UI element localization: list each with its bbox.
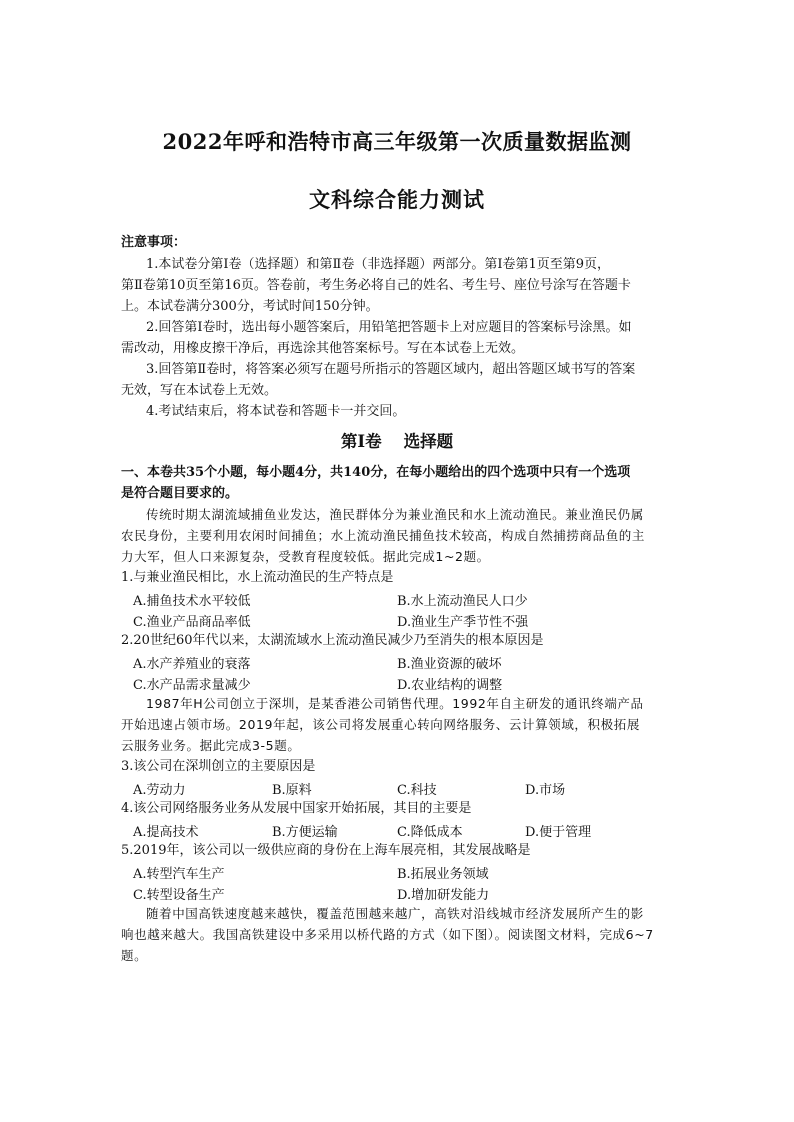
passage-line: 响也越来越大。我国高铁建设中多采用以桥代路的方式（如下图）。阅读图文材料，完成6~7 [121, 927, 654, 942]
notice-line: 无效，写在本试卷上无效。 [121, 383, 278, 398]
notice-line: 2.回答第Ⅰ卷时，选出每小题答案后，用铅笔把答题卡上对应题目的答案标号涂黑。如 [146, 320, 632, 335]
option-d: D.市场 [525, 783, 566, 798]
question-stem: 4.该公司网络服务业务从发展中国家开始拓展，其目的主要是 [121, 801, 472, 816]
option-c: C.降低成本 [397, 825, 463, 840]
notice-line: 第Ⅱ卷第10页至第16页。答卷前，考生务必将自己的姓名、考生号、座位号涂写在答题卡 [121, 278, 631, 293]
option-b: B.渔业资源的破坏 [397, 657, 502, 672]
instruction-line: 一、本卷共35个小题，每小题4分，共140分，在每小题给出的四个选项中只有一个选项 [121, 465, 631, 480]
option-d: D.渔业生产季节性不强 [397, 615, 529, 630]
option-b: B.拓展业务领域 [397, 867, 489, 882]
notice-line: 上。本试卷满分300分，考试时间150分钟。 [121, 299, 379, 314]
option-c: C.渔业产品商品率低 [133, 615, 251, 630]
option-c: C.科技 [397, 783, 437, 798]
option-b: B.原料 [272, 783, 312, 798]
notice-line: 1.本试卷分第Ⅰ卷（选择题）和第Ⅱ卷（非选择题）两部分。第Ⅰ卷第1页至第9页， [146, 257, 611, 272]
notice-heading: 注意事项： [121, 235, 187, 250]
notice-line: 4.考试结束后，将本试卷和答题卡一并交回。 [146, 404, 406, 419]
passage-line: 开始迅速占领市场。2019年起，该公司将发展重心转向网络服务、云计算领域，积极拓展 [121, 717, 640, 732]
option-a: A.转型汽车生产 [133, 867, 225, 882]
passage-line: 题。 [121, 948, 148, 963]
option-b: B.水上流动渔民人口少 [397, 594, 528, 609]
option-b: B.方便运输 [272, 825, 338, 840]
option-d: D.便于管理 [525, 825, 592, 840]
exam-subtitle: 文科综合能力测试 [309, 187, 485, 212]
passage-line: 传统时期太湖流域捕鱼业发达，渔民群体分为兼业渔民和水上流动渔民。兼业渔民仍属 [146, 507, 644, 522]
question-stem: 1.与兼业渔民相比，水上流动渔民的生产特点是 [121, 570, 394, 585]
instruction-line: 是符合题目要求的。 [121, 486, 239, 501]
passage-line: 随着中国高铁速度越来越快，覆盖范围越来越广，高铁对沿线城市经济发展所产生的影 [146, 906, 644, 921]
section-name: 选择题 [403, 432, 454, 451]
question-stem: 3.该公司在深圳创立的主要原因是 [121, 759, 316, 774]
option-a: A.劳动力 [133, 783, 186, 798]
question-stem: 5.2019年，该公司以一级供应商的身份在上海车展亮相，其发展战略是 [121, 843, 531, 858]
section-part: 第Ⅰ卷 [340, 432, 382, 451]
option-a: A.捕鱼技术水平较低 [133, 594, 251, 609]
passage-line: 1987年H公司创立于深圳，是某香港公司销售代理。1992年自主研发的通讯终端产品 [146, 696, 644, 711]
option-d: D.农业结构的调整 [397, 678, 503, 693]
notice-line: 需改动，用橡皮擦干净后，再选涂其他答案标号。写在本试卷上无效。 [121, 341, 525, 356]
option-a: A.水产养殖业的衰落 [133, 657, 251, 672]
passage-line: 力大军，但人口来源复杂，受教育程度较低。据此完成1~2题。 [121, 549, 490, 564]
notice-line: 3.回答第Ⅱ卷时，将答案必须写在题号所指示的答题区域内，超出答题区域书写的答案 [146, 362, 636, 377]
option-c: C.转型设备生产 [133, 888, 225, 903]
option-c: C.水产品需求量减少 [133, 678, 251, 693]
passage-line: 农民身份，主要利用农闲时间捕鱼；水上流动渔民捕鱼技术较高，构成自然捕捞商品鱼的主 [121, 528, 646, 543]
question-stem: 2.20世纪60年代以来，太湖流域水上流动渔民减少乃至消失的根本原因是 [121, 633, 544, 648]
option-a: A.提高技术 [133, 825, 199, 840]
section-heading [0, 428, 794, 452]
passage-line: 云服务业务。据此完成3-5题。 [121, 738, 301, 753]
exam-title: 2022年呼和浩特市高三年级第一次质量数据监测 [162, 129, 632, 154]
option-d: D.增加研发能力 [397, 888, 490, 903]
